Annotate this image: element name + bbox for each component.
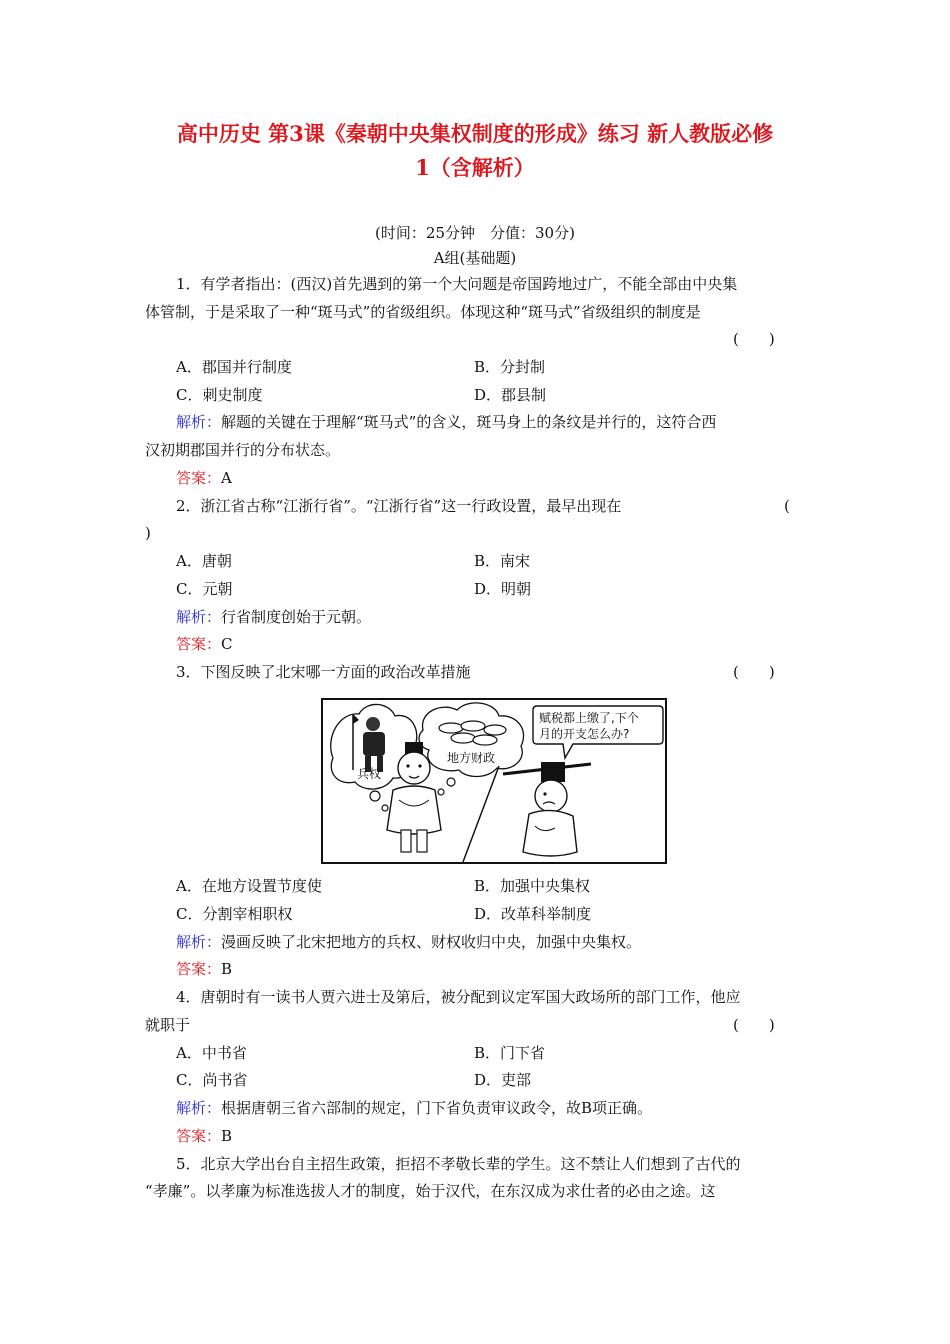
thought-dot — [370, 791, 380, 801]
q3-option-b: B．加强中央集权 — [474, 877, 591, 895]
q4-option-c: C．尚书省 — [176, 1071, 248, 1089]
q2-analysis — [176, 607, 371, 627]
q3-option-d: D．改革科举制度 — [474, 905, 592, 923]
q2-analysis-text: 行省制度创始于元朝。 — [221, 608, 372, 626]
time-score-info: (时间：25分钟 分值：30分) — [375, 224, 575, 242]
q1-answer-value: A — [221, 469, 232, 487]
cartoon-drawing — [323, 700, 665, 862]
q3-answer-label: 答案： — [176, 960, 222, 978]
q3-stem: 3．下图反映了北宋哪一方面的政治改革措施 — [176, 663, 471, 681]
title-line-1: 高中历史 第3课《秦朝中央集权制度的形成》练习 新人教版必修 — [176, 121, 774, 146]
q4-option-a: A．中书省 — [176, 1044, 247, 1062]
q3-option-a: A．在地方设置节度使 — [176, 877, 322, 895]
thought-dot — [438, 789, 444, 795]
q3-analysis-label: 解析： — [176, 933, 222, 951]
q1-stem-line-1: 1．有学者指出：(西汉)首先遇到的第一个大问题是帝国跨地过广，不能全部由中央集 — [176, 275, 738, 293]
q2-stem-line-1: 2．浙江省古称“江浙行省”。“江浙行省”这一行政设置，最早出现在 — [176, 497, 622, 515]
q4-stem-line-2: 就职于 — [145, 1016, 191, 1034]
q1-analysis-line-2: 汉初期郡国并行的分布状态。 — [145, 441, 341, 459]
q1-analysis-label: 解析： — [176, 413, 222, 431]
q5-stem-line-2: “孝廉”。以孝廉为标准选拔人才的制度，始于汉代，在东汉成为求仕者的必由之途。这 — [145, 1182, 716, 1200]
q1-answer — [176, 468, 232, 488]
q1-option-c: C．刺史制度 — [176, 386, 263, 404]
q4-answer — [176, 1126, 232, 1146]
q1-analysis-text: 解题的关键在于理解“斑马式”的含义，斑马身上的条纹是并行的，这符合西 — [221, 413, 717, 431]
q1-analysis-line-1 — [176, 412, 716, 432]
bubble-label-finance: 地方财政 — [447, 751, 496, 765]
thought-dot — [382, 805, 388, 811]
q2-answer-label: 答案： — [176, 635, 222, 653]
q4-analysis — [176, 1098, 652, 1118]
document-title — [145, 117, 805, 185]
speech-line-2: 月的开支怎么办? — [539, 727, 630, 741]
q2-option-a: A．唐朝 — [176, 552, 232, 570]
q2-option-d: D．明朝 — [474, 580, 532, 598]
q2-paren-open: ( — [784, 497, 790, 515]
q2-paren-close: ) — [145, 524, 151, 542]
q2-option-b: B．南宋 — [474, 552, 531, 570]
q1-stem-line-2: 体管制，于是采取了一种“斑马式”的省级组织。体现这种“斑马式”省级组织的制度是 — [145, 303, 701, 321]
q3-option-c: C．分割宰相职权 — [176, 905, 293, 923]
q2-answer-value: C — [221, 635, 233, 653]
q2-option-c: C．元朝 — [176, 580, 233, 598]
thought-dot — [447, 778, 455, 786]
q1-option-a: A．郡国并行制度 — [176, 358, 292, 376]
q4-analysis-label: 解析： — [176, 1099, 222, 1117]
q1-answer-label: 答案： — [176, 469, 222, 487]
q2-analysis-label: 解析： — [176, 608, 222, 626]
q4-option-b: B．门下省 — [474, 1044, 546, 1062]
q1-option-b: B．分封制 — [474, 358, 546, 376]
q3-answer-paren: ( ) — [733, 663, 775, 681]
q4-answer-paren: ( ) — [733, 1016, 775, 1034]
q4-answer-label: 答案： — [176, 1127, 222, 1145]
q4-option-d: D．吏部 — [474, 1071, 532, 1089]
q3-cartoon — [321, 698, 667, 864]
title-line-2: 1（含解析） — [415, 155, 535, 180]
q2-answer — [176, 634, 233, 654]
q4-stem-line-1: 4．唐朝时有一读书人贾六进士及第后，被分配到议定军国大政场所的部门工作，他应 — [176, 988, 741, 1006]
q3-answer — [176, 959, 232, 979]
panel-divider — [463, 766, 499, 862]
q4-answer-value: B — [221, 1127, 233, 1145]
q4-analysis-text: 根据唐朝三省六部制的规定，门下省负责审议政令，故B项正确。 — [221, 1099, 653, 1117]
q1-option-d: D．郡县制 — [474, 386, 547, 404]
q1-answer-paren: ( ) — [733, 330, 775, 348]
q3-analysis — [176, 932, 641, 952]
q3-answer-value: B — [221, 960, 233, 978]
speech-line-1: 赋税都上缴了,下个 — [539, 711, 639, 725]
official-figure — [503, 762, 591, 856]
q3-analysis-text: 漫画反映了北宋把地方的兵权、财权收归中央，加强中央集权。 — [221, 933, 642, 951]
q5-stem-line-1: 5．北京大学出台自主招生政策，拒招不孝敬长辈的学生。这不禁让人们想到了古代的 — [176, 1155, 741, 1173]
bubble-label-military: 兵权 — [357, 767, 382, 781]
group-heading: A组(基础题) — [433, 249, 517, 267]
